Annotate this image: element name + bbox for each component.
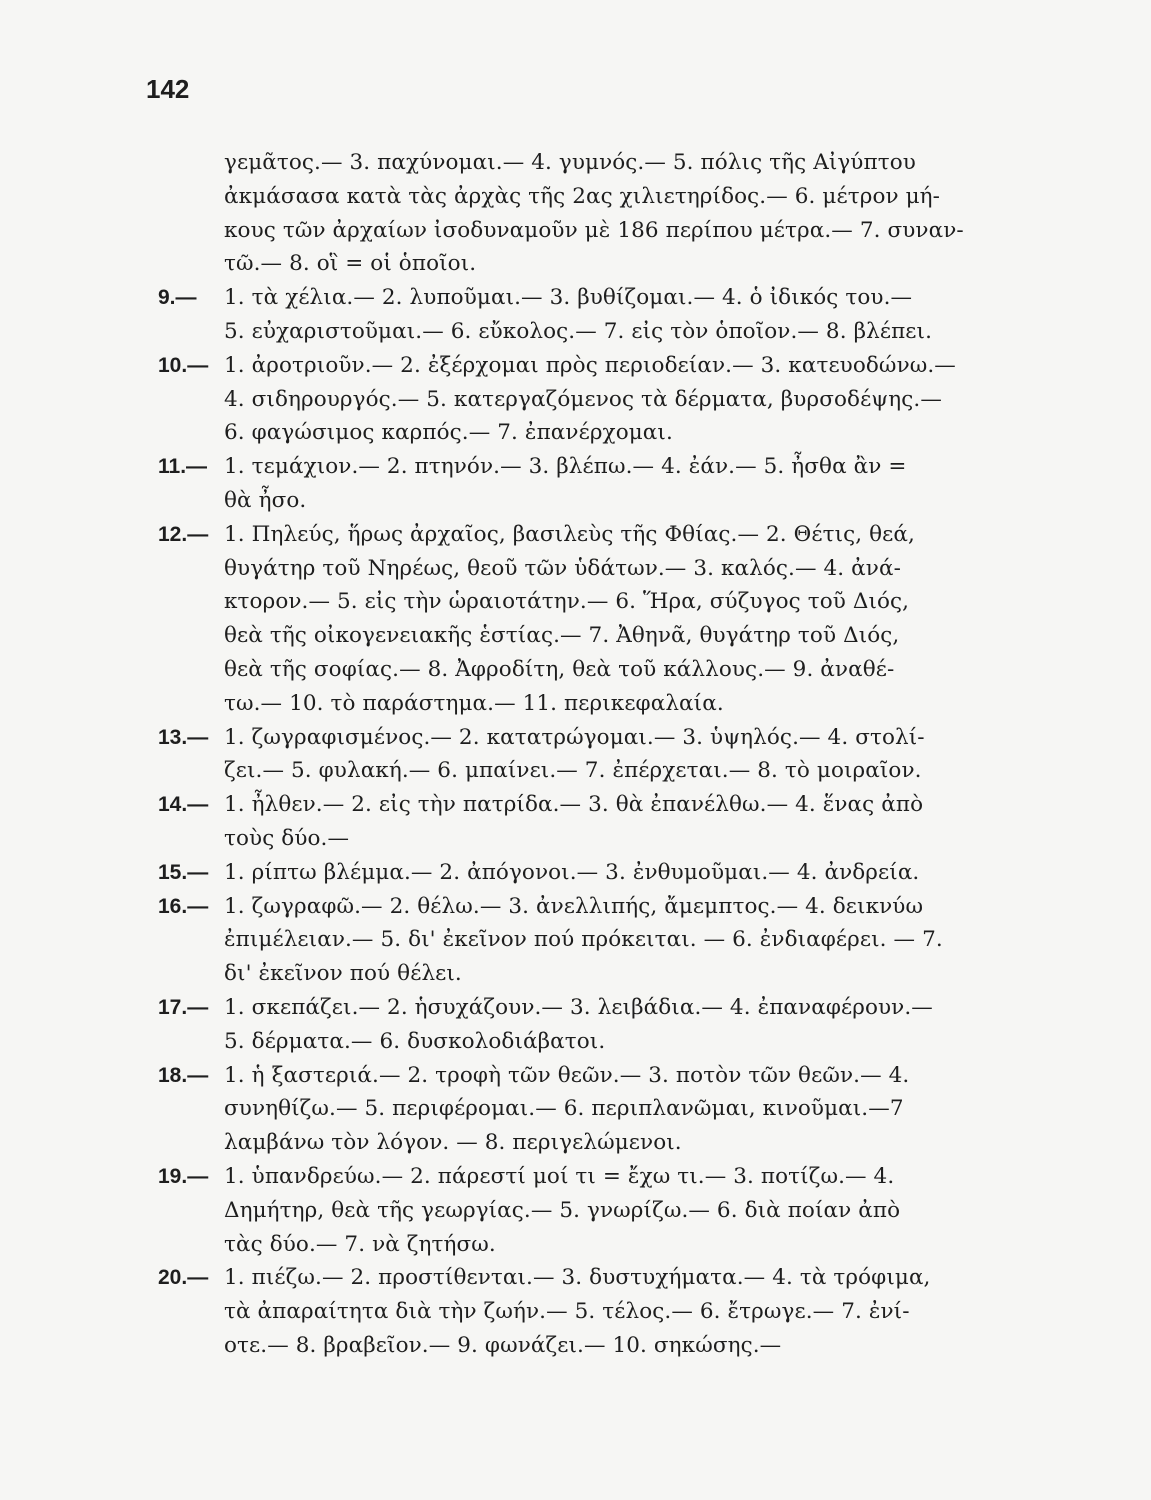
entry-number: 18.— [158, 1063, 209, 1087]
text-line: 1. πιέζω.— 2. προστίθενται.— 3. δυστυχήματα.— 4. τὰ τρόφιμα, [224, 1265, 931, 1291]
text-line: 1. ἀροτριοῦν.— 2. ἐξέρχομαι πρὸς περιοδείαν.— 3. κατευοδώνω.— [224, 352, 956, 378]
entry-17 [158, 991, 988, 1059]
text-line: Δημήτηρ, θεὰ τῆς γεωργίας.— 5. γνωρίζω.— 6. διὰ ποίαν ἀπὸ [224, 1197, 901, 1223]
text-line: 1. ζωγραφῶ.— 2. θέλω.— 3. ἀνελλιπής, ἄμεμπτος.— 4. δεικνύω [224, 893, 924, 919]
page-number: 142 [146, 74, 190, 104]
entry-11 [158, 450, 988, 518]
entry-9 [158, 281, 988, 349]
entry-number: 14.— [158, 793, 209, 817]
entry-number: 12.— [158, 522, 209, 546]
text-line: δι' ἐκεῖνον πού θέλει. [224, 961, 462, 987]
entry-18 [158, 1059, 988, 1160]
text-line: 1. τεμάχιον.— 2. πτηνόν.— 3. βλέπω.— 4. ἐάν.— 5. ἦσθα ἂν = [224, 454, 907, 480]
entry-number: 20.— [158, 1266, 209, 1290]
entry-14 [158, 788, 988, 856]
text-line: θὰ ἦσο. [224, 487, 307, 513]
entry-15 [158, 856, 988, 890]
text-line: 6. φαγώσιμος καρπός.— 7. ἐπανέρχομαι. [224, 420, 673, 446]
text-line: 1. τὰ χέλια.— 2. λυποῦμαι.— 3. βυθίζομαι.— 4. ὁ ἰδικός του.— [224, 285, 913, 311]
text-line: 1. ἡ ξαστεριά.— 2. τροφὴ τῶν θεῶν.— 3. ποτὸν τῶν θεῶν.— 4. [224, 1062, 910, 1088]
text-line: τῶ.— 8. οἳ = οἱ ὁποῖοι. [224, 251, 477, 277]
entry-number: 16.— [158, 894, 209, 918]
text-line: λαμβάνω τὸν λόγον. — 8. περιγελώμενοι. [224, 1130, 682, 1156]
text-line: 4. σιδηρουργός.— 5. κατεργαζόμενος τὰ δέρματα, βυρσοδέψης.— [224, 386, 942, 412]
entry-19 [158, 1160, 988, 1261]
text-line: γεμᾶτος.— 3. παχύνομαι.— 4. γυμνός.— 5. πόλις τῆς Αἰγύπτου [224, 150, 916, 175]
entry-number: 15.— [158, 860, 209, 884]
text-line: 1. Πηλεύς, ἥρως ἀρχαῖος, βασιλεὺς τῆς Φθίας.— 2. Θέτις, θεά, [224, 521, 915, 547]
entry-number: 19.— [158, 1164, 209, 1188]
text-line: ζει.— 5. φυλακή.— 6. μπαίνει.— 7. ἐπέρχεται.— 8. τὸ μοιραῖον. [224, 758, 922, 784]
entry-10 [158, 349, 988, 450]
text-line: οτε.— 8. βραβεῖον.— 9. φωνάζει.— 10. σηκώσης.— [224, 1332, 782, 1358]
text-line: τὰς δύο.— 7. νὰ ζητήσω. [224, 1231, 496, 1257]
text-line: κτορον.— 5. εἰς τὴν ὡραιοτάτην.— 6. Ἥρα, σύζυγος τοῦ Διός, [224, 589, 910, 615]
entry-number: 17.— [158, 995, 209, 1019]
entry-16 [158, 890, 988, 991]
entry-20 [158, 1261, 988, 1362]
text-line: 5. εὐχαριστοῦμαι.— 6. εὔκολος.— 7. εἰς τὸν ὁποῖον.— 8. βλέπει. [224, 318, 933, 344]
text-line: ἀκμάσασα κατὰ τὰς ἀρχὰς τῆς 2ας χιλιετηρίδος.— 6. μέτρον μή- [224, 183, 941, 209]
answer-key-text [158, 146, 988, 1363]
text-line: 5. δέρματα.— 6. δυσκολοδιάβατοι. [224, 1028, 606, 1054]
entry-number: 13.— [158, 725, 209, 749]
text-line: θεὰ τῆς σοφίας.— 8. Ἀφροδίτη, θεὰ τοῦ κάλλους.— 9. ἀναθέ- [224, 656, 895, 682]
text-line: ἐπιμέλειαν.— 5. δι' ἐκεῖνον πού πρόκειται. — 6. ἐνδιαφέρει. — 7. [224, 927, 943, 953]
text-line: θυγάτηρ τοῦ Νηρέως, θεοῦ τῶν ὑδάτων.— 3. καλός.— 4. ἀνά- [224, 555, 901, 581]
entry-number: 9.— [158, 286, 197, 310]
entry-13 [158, 721, 988, 789]
entry-12 [158, 518, 988, 721]
text-line: 1. ἦλθεν.— 2. εἰς τὴν πατρίδα.— 3. θὰ ἐπανέλθω.— 4. ἕνας ἀπὸ [224, 792, 924, 818]
text-line: θεὰ τῆς οἰκογενειακῆς ἑστίας.— 7. Ἀθηνᾶ, θυγάτηρ τοῦ Διός, [224, 623, 900, 649]
entry-number: 11.— [158, 455, 208, 479]
text-line: τοὺς δύο.— [224, 825, 350, 851]
text-line: 1. ρίπτω βλέμμα.— 2. ἀπόγονοι.— 3. ἐνθυμοῦμαι.— 4. ἀνδρεία. [224, 859, 920, 885]
text-line: τὰ ἀπαραίτητα διὰ τὴν ζωήν.— 5. τέλος.— 6. ἔτρωγε.— 7. ἐνί- [224, 1299, 910, 1325]
text-line: συνηθίζω.— 5. περιφέρομαι.— 6. περιπλανῶμαι, κινοῦμαι.—7 [224, 1096, 904, 1122]
text-line: τω.— 10. τὸ παράστημα.— 11. περικεφαλαία. [224, 690, 724, 716]
text-line: 1. ὑπανδρεύω.— 2. πάρεστί μοί τι = ἔχω τι.— 3. ποτίζω.— 4. [224, 1163, 895, 1189]
text-line: 1. σκεπάζει.— 2. ἡσυχάζουν.— 3. λειβάδια.— 4. ἐπαναφέρουν.— [224, 994, 933, 1020]
entry-continued [158, 146, 988, 281]
entry-number: 10.— [158, 353, 209, 377]
text-line: 1. ζωγραφισμένος.— 2. κατατρώγομαι.— 3. ὑψηλός.— 4. στολί- [224, 724, 925, 750]
text-line: κους τῶν ἀρχαίων ἰσοδυναμοῦν μὲ 186 περίπου μέτρα.— 7. συναν- [224, 217, 964, 243]
